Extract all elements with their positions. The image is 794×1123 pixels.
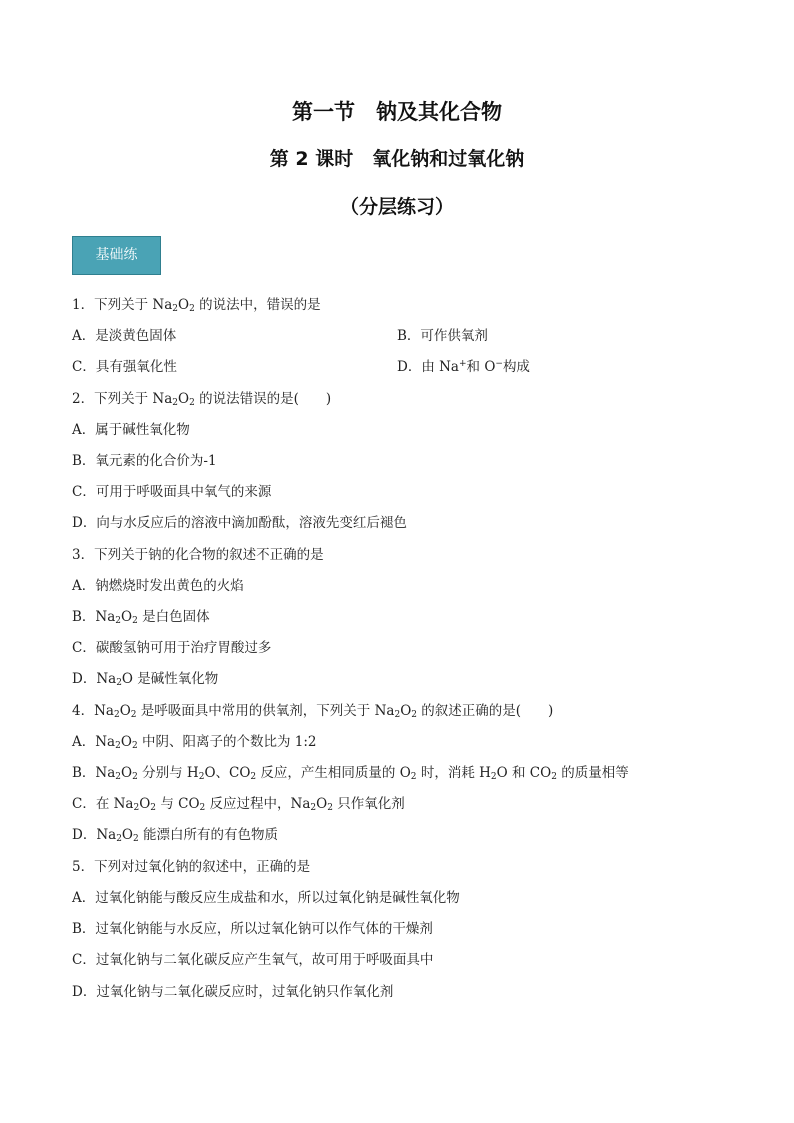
- page-title: 第一节 钠及其化合物: [292, 100, 502, 124]
- question-1-option-d: D．由 Na+和 O−构成: [397, 359, 530, 375]
- question-4-stem: 4．$Na_2O_2$ 是呼吸面具中常用的供氧剂，下列关于 $Na_2O_2$ 的叙述正确的是( ): [72, 703, 554, 720]
- practice-tagline: （分层练习）: [339, 196, 454, 218]
- question-4-option-b: B．$Na_2O_2$ 分别与 $H_2O$、$CO_2$ 反应，产生相同质量的 $O_2$ 时，消耗 $H_2O$ 和 $CO_2$ 的质量相等: [72, 765, 629, 782]
- question-5-option-a: A．过氧化钠能与酸反应生成盐和水，所以过氧化钠是碱性氧化物: [72, 890, 460, 906]
- section-badge-basic: 基础练: [72, 236, 161, 275]
- question-1-stem: 1．下列关于 $Na_2O_2$ 的说法中，错误的是: [72, 297, 321, 314]
- question-3-option-a: A．钠燃烧时发出黄色的火焰: [72, 578, 244, 594]
- question-5-stem: 5．下列对过氧化钠的叙述中，正确的是: [72, 859, 311, 875]
- question-1-option-a: A．是淡黄色固体: [72, 328, 177, 344]
- question-4-option-a: A．$Na_2O_2$ 中阴、阳离子的个数比为 1:2: [72, 734, 317, 751]
- question-3-option-d: D．$Na_2O$ 是碱性氧化物: [72, 671, 219, 688]
- question-2-option-c: C．可用于呼吸面具中氧气的来源: [72, 484, 272, 500]
- question-4-option-c: C．在 $Na_2O_2$ 与 $CO_2$ 反应过程中，$Na_2O_2$ 只作氧化剂: [72, 796, 405, 813]
- lesson-subtitle: 第 2 课时 氧化钠和过氧化钠: [269, 148, 525, 170]
- question-1-option-b: B．可作供氧剂: [397, 328, 488, 344]
- question-2-option-d: D．向与水反应后的溶液中滴加酚酞，溶液先变红后褪色: [72, 515, 407, 531]
- question-5-option-c: C．过氧化钠与二氧化碳反应产生氧气，故可用于呼吸面具中: [72, 952, 434, 968]
- question-5-option-b: B．过氧化钠能与水反应，所以过氧化钠可以作气体的干燥剂: [72, 921, 433, 937]
- question-3-option-b: B．$Na_2O_2$ 是白色固体: [72, 609, 210, 626]
- question-4-option-d: D．$Na_2O_2$ 能漂白所有的有色物质: [72, 827, 279, 844]
- question-2-option-a: A．属于碱性氧化物: [72, 422, 190, 438]
- question-5-option-d: D．过氧化钠与二氧化碳反应时，过氧化钠只作氧化剂: [72, 984, 394, 1000]
- question-2-stem: 2．下列关于 $Na_2O_2$ 的说法错误的是( ): [72, 391, 332, 408]
- question-1-option-c: C．具有强氧化性: [72, 359, 177, 375]
- question-3-option-c: C．碳酸氢钠可用于治疗胃酸过多: [72, 640, 272, 656]
- question-2-option-b: B．氧元素的化合价为-1: [72, 453, 217, 469]
- question-3-stem: 3．下列关于钠的化合物的叙述不正确的是: [72, 547, 324, 563]
